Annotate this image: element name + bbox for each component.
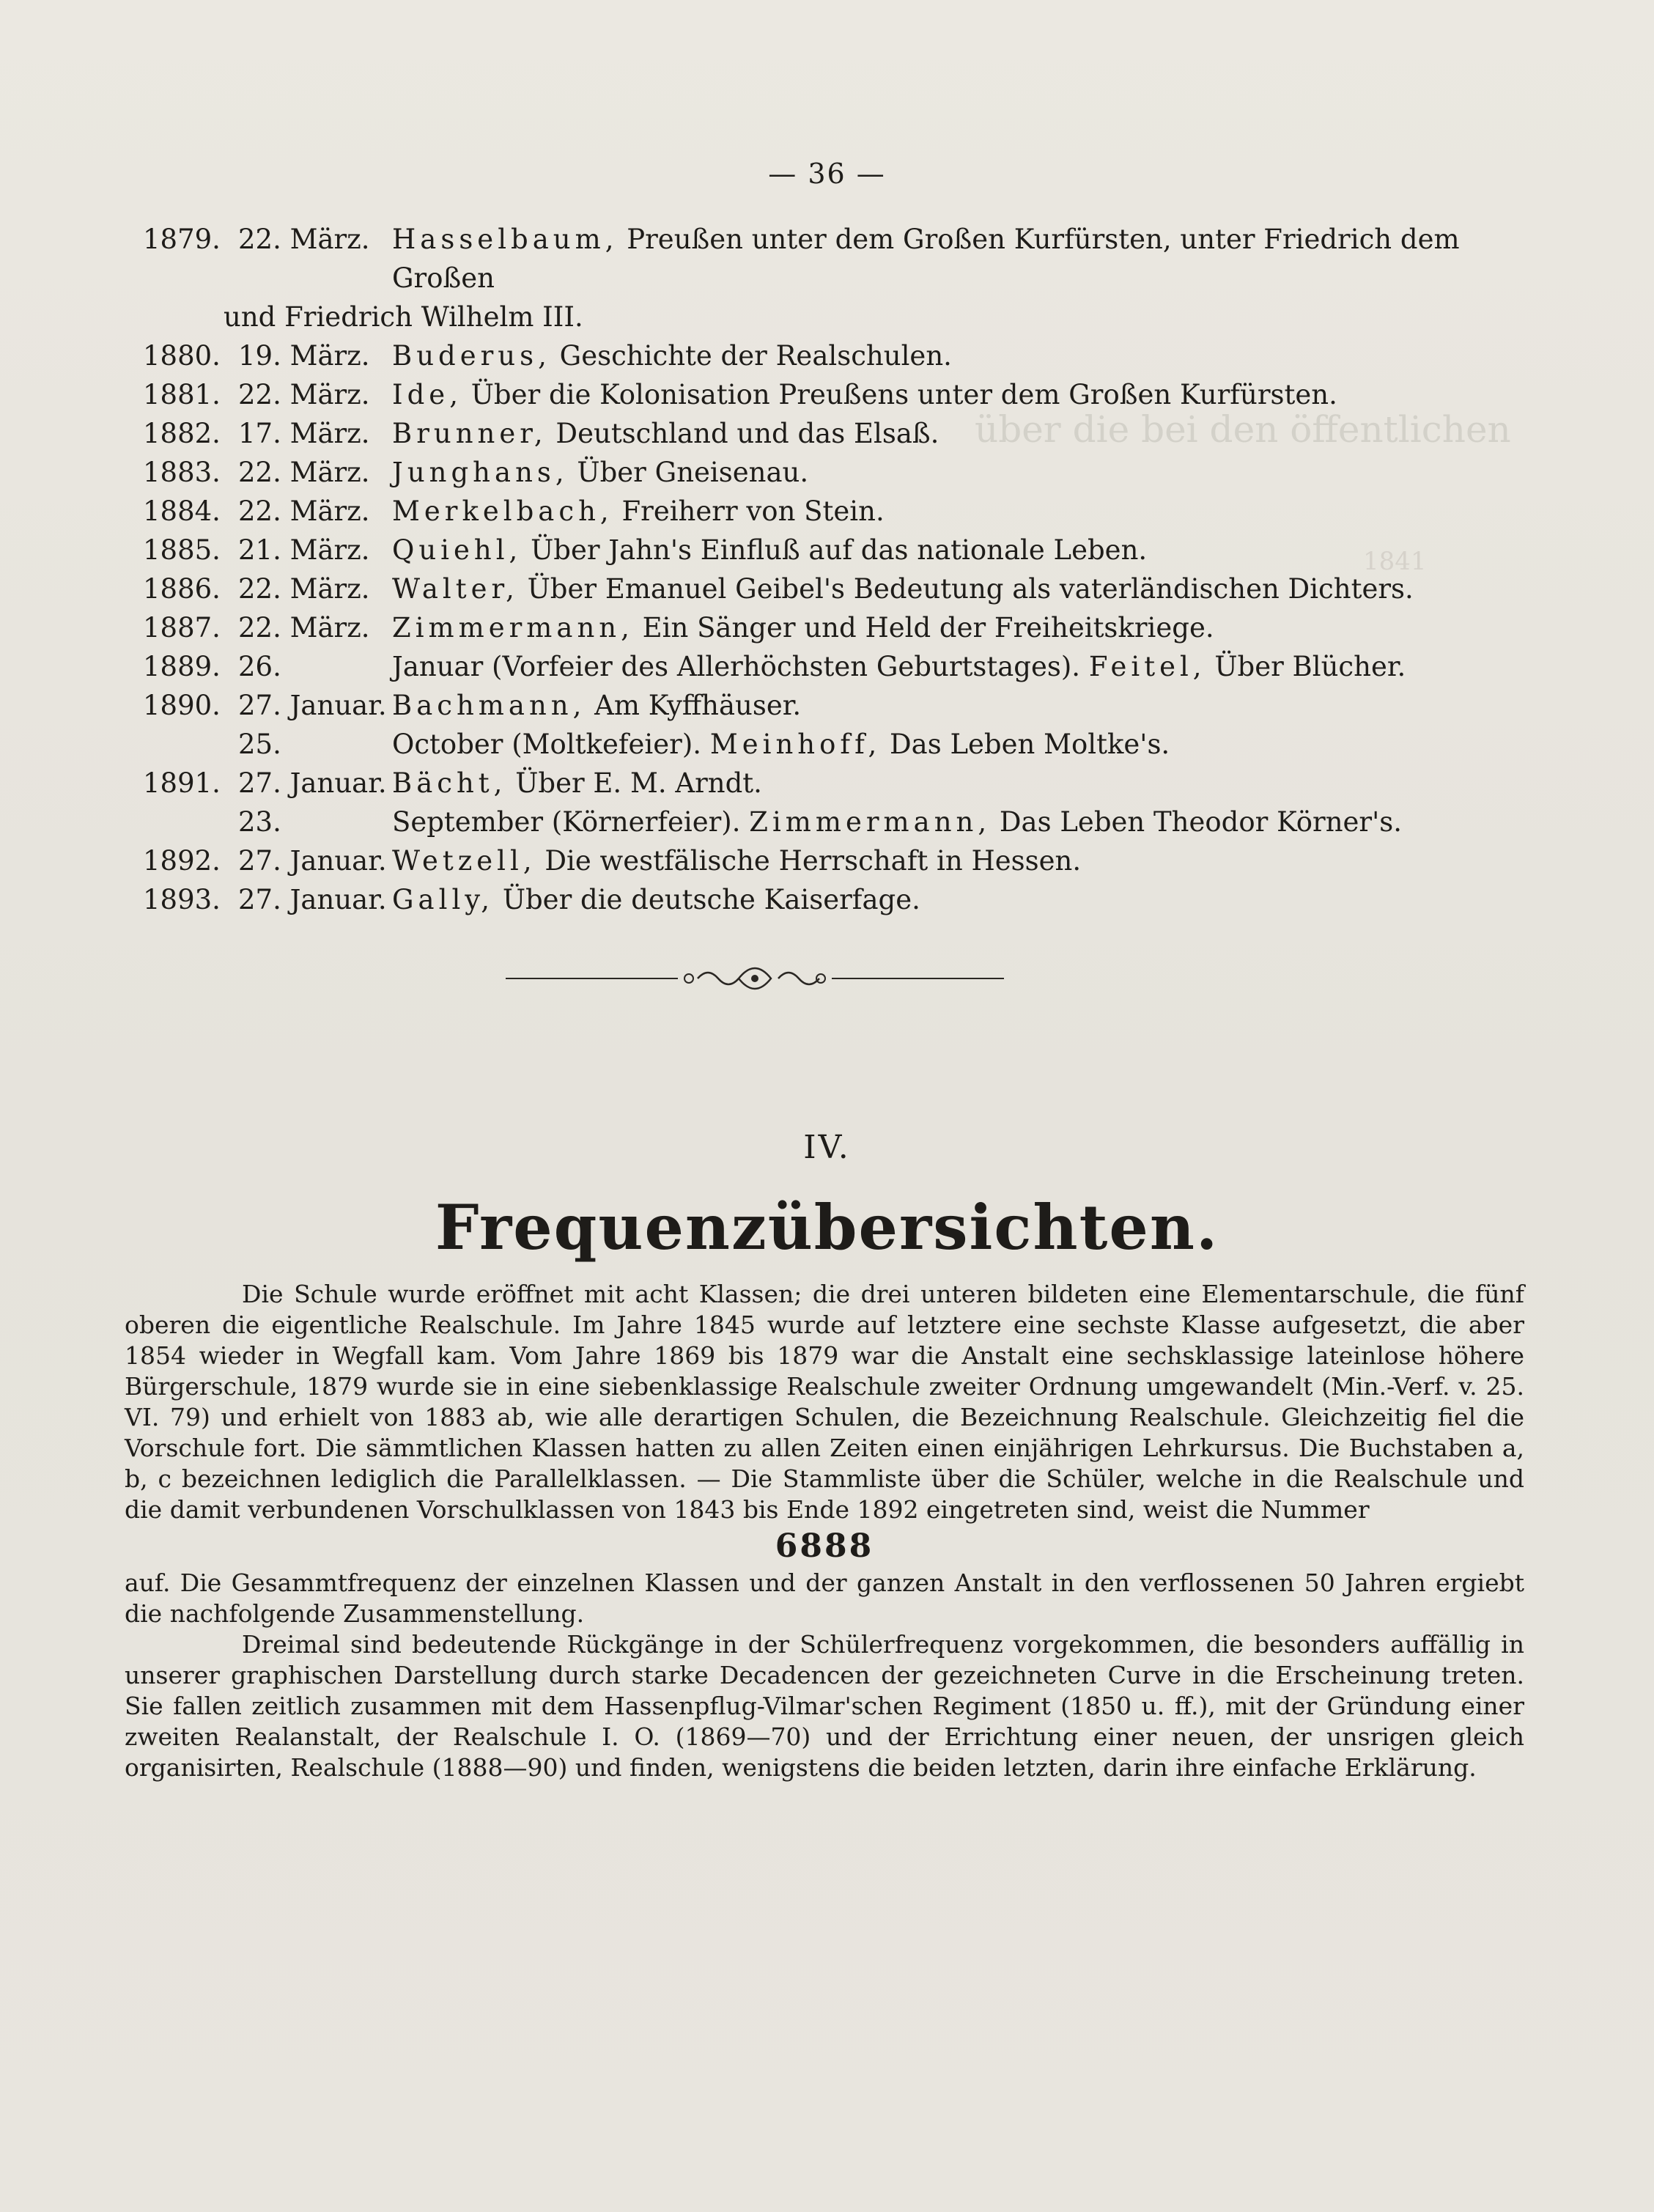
chronicle-entry [143, 220, 1521, 298]
entry-year: 1880. [143, 340, 221, 372]
paragraph-1: Die Schule wurde eröffnet mit acht Klassen; die drei unteren bildeten eine Elementarschule, die fünf oberen die eigentliche Realschule. Im Jahre 1845 wurde auf letztere eine sechste Klasse aufgesetzt, die aber 1854 wieder in Wegfall kam. Vom Jahre 1869 bis 1879 war die Anstalt eine sechsklassige lateinlose höhere Bürgerschule, 1879 wurde sie in eine siebenklassige Realschule zweiter Ordnung umgewandelt (Min.-Verf. v. 25. VI. 79) und erhielt von 1883 ab, wie alle derartigen Schulen, die Bezeichnung Realschule. Gleichzeitig fiel die Vorschule fort. Die sämmtlichen Klassen hatten zu allen Zeiten einen einjährigen Lehrkursus. Die Buchstaben a, b, c bezeichnen lediglich die Parallelklassen. — Die Stammliste über die Schüler, welche in die Realschule und die damit verbundenen Vorschulklassen von 1843 bis Ende 1892 eingetreten sind, weist die Nummer [125, 1280, 1524, 1524]
chronicle-entry [143, 531, 1521, 569]
entry-year: 1885. [143, 534, 221, 566]
bleed-through-text: 1841 [1363, 547, 1427, 576]
entry-author: Brunner, [392, 418, 547, 449]
chronicle-entry [143, 686, 1521, 725]
register-number: 6888 [775, 1527, 874, 1565]
entry-date: 27. Januar. [238, 884, 387, 915]
entry-author: Gally, [392, 884, 495, 915]
entry-author: Meinhoff, [709, 729, 882, 760]
entry-year: 1882. [143, 418, 221, 449]
entry-date: 27. Januar. [238, 690, 387, 721]
entry-text [392, 608, 1521, 647]
chronicle-entry [143, 880, 1521, 919]
entry-title: Über die deutsche Kaiserfage. [502, 884, 920, 915]
entry-title: Preußen unter dem Großen Kurfürsten, unter Friedrich dem Großen [392, 224, 1460, 294]
entry-author: Feitel, [1088, 651, 1206, 682]
entry-year: 1889. [143, 651, 221, 682]
entry-title: Das Leben Moltke's. [889, 729, 1170, 760]
entry-title: Über Jahn's Einfluß auf das nationale Leben. [531, 534, 1148, 566]
entry-text [392, 725, 1521, 764]
entry-author: Junghans, [392, 457, 569, 488]
entry-text [392, 803, 1521, 841]
entry-title: Über Blücher. [1214, 651, 1406, 682]
chronicle-entry [143, 569, 1521, 608]
body-text [125, 1279, 1524, 1783]
entry-author: Quiehl, [392, 534, 523, 566]
entry-date: 22. März. [238, 612, 370, 644]
entry-date: 26. [238, 651, 281, 682]
entry-date: 22. März. [238, 495, 370, 527]
chronicle-entry [143, 375, 1521, 414]
paragraph-1-continued: auf. Die Gesammtfrequenz der einzelnen Klassen und der ganzen Anstalt in den verflossenen 50 Jahren ergiebt die nachfolgende Zusammenstellung. [125, 1568, 1524, 1628]
entry-author: Bachmann, [392, 690, 586, 721]
entry-text [392, 336, 1521, 375]
entry-text [392, 492, 1521, 531]
entry-text [392, 531, 1521, 569]
entry-year: 1883. [143, 457, 221, 488]
section-title: Frequenzübersichten. [435, 1191, 1219, 1264]
entry-title: Das Leben Theodor Körner's. [999, 806, 1403, 838]
entry-text [392, 880, 1521, 919]
entry-date: 17. März. [238, 418, 370, 449]
entry-year: 1886. [143, 573, 221, 605]
chronicle-entry [143, 492, 1521, 531]
entry-year: 1890. [143, 690, 221, 721]
paragraph-2: Dreimal sind bedeutende Rückgänge in der Schülerfrequenz vorgekommen, die besonders auffällig in unserer graphischen Darstellung durch starke Decadencen der gezeichneten Curve in die Erscheinung treten. Sie fallen zeitlich zusammen mit dem Hassenpflug-Vilmar'schen Regiment (1850 u. ff.), mit der Gründung einer zweiten Realanstalt, der Realschule I. O. (1869—70) und der Errichtung einer neuen, der unsrigen gleich organisirten, Realschule (1888—90) und finden, wenigstens die beiden letzten, darin ihre einfache Erklärung. [125, 1630, 1524, 1782]
entry-date: 19. März. [238, 340, 370, 372]
chronicle-entry-continuation: und Friedrich Wilhelm III. [224, 301, 583, 333]
entry-author: Ide, [392, 379, 462, 410]
entry-date: 22. März. [238, 457, 370, 488]
chronicle-entry [143, 336, 1521, 375]
ornament-divider [506, 960, 1004, 997]
entry-author: Zimmermann, [749, 806, 992, 838]
chronicle-entry [143, 764, 1521, 803]
entry-author: Buderus, [392, 340, 551, 372]
entry-date: 25. [238, 729, 281, 760]
entry-title: Am Kyffhäuser. [594, 690, 802, 721]
entry-text [392, 841, 1521, 880]
entry-date: 22. März. [238, 224, 370, 255]
entry-date: 22. März. [238, 573, 370, 605]
entry-title: Über Emanuel Geibel's Bedeutung als vaterländischen Dichters. [527, 573, 1414, 605]
entry-title: Über Gneisenau. [577, 457, 809, 488]
entry-title: Über die Kolonisation Preußens unter dem Großen Kurfürsten. [470, 379, 1337, 410]
chronicle-entry [143, 725, 1521, 764]
entry-year: 1879. [143, 224, 221, 255]
entry-title: Geschichte der Realschulen. [559, 340, 952, 372]
entry-date: 27. Januar. [238, 845, 387, 877]
entry-year: 1887. [143, 612, 221, 644]
entry-title: Januar (Vorfeier des Allerhöchsten Geburtstages). [392, 651, 1081, 682]
chronicle-entry [143, 608, 1521, 647]
entry-author: Merkelbach, [392, 495, 613, 527]
entry-title: Über E. M. Arndt. [515, 767, 762, 799]
page-number: — 36 — [768, 158, 886, 190]
entry-title: Die westfälische Herrschaft in Hessen. [544, 845, 1082, 877]
entry-title: Deutschland und das Elsaß. [555, 418, 939, 449]
entry-text [392, 647, 1521, 686]
entry-date: 21. März. [238, 534, 370, 566]
bleed-through-heading: über die bei den öffentlichen [975, 408, 1511, 451]
entry-text [392, 569, 1521, 608]
chronicle-entry [143, 841, 1521, 880]
entry-author: Bächt, [392, 767, 507, 799]
entry-year: 1884. [143, 495, 221, 527]
entry-text [392, 375, 1521, 414]
entry-title: Ein Sänger und Held der Freiheitskriege. [642, 612, 1214, 644]
entry-year: 1892. [143, 845, 221, 877]
chronicle-entry [143, 453, 1521, 492]
entry-text [392, 453, 1521, 492]
chronicle-list [143, 220, 1521, 919]
entry-title: Freiherr von Stein. [621, 495, 885, 527]
chronicle-entry [143, 414, 1521, 453]
entry-title: September (Körnerfeier). [392, 806, 741, 838]
entry-author: Zimmermann, [392, 612, 634, 644]
entry-author: Hasselbaum, [392, 224, 619, 255]
entry-date: 22. März. [238, 379, 370, 410]
entry-title: October (Moltkefeier). [392, 729, 702, 760]
chronicle-entry [143, 647, 1521, 686]
entry-author: Walter, [392, 573, 519, 605]
chronicle-entry [143, 803, 1521, 841]
entry-year: 1881. [143, 379, 221, 410]
entry-date: 27. Januar. [238, 767, 387, 799]
entry-text [392, 414, 1521, 453]
entry-year: 1893. [143, 884, 221, 915]
entry-text [392, 764, 1521, 803]
section-number: IV. [803, 1129, 851, 1166]
entry-author: Wetzell, [392, 845, 536, 877]
entry-date: 23. [238, 806, 281, 838]
entry-text [392, 686, 1521, 725]
entry-text [392, 220, 1521, 298]
entry-year: 1891. [143, 767, 221, 799]
